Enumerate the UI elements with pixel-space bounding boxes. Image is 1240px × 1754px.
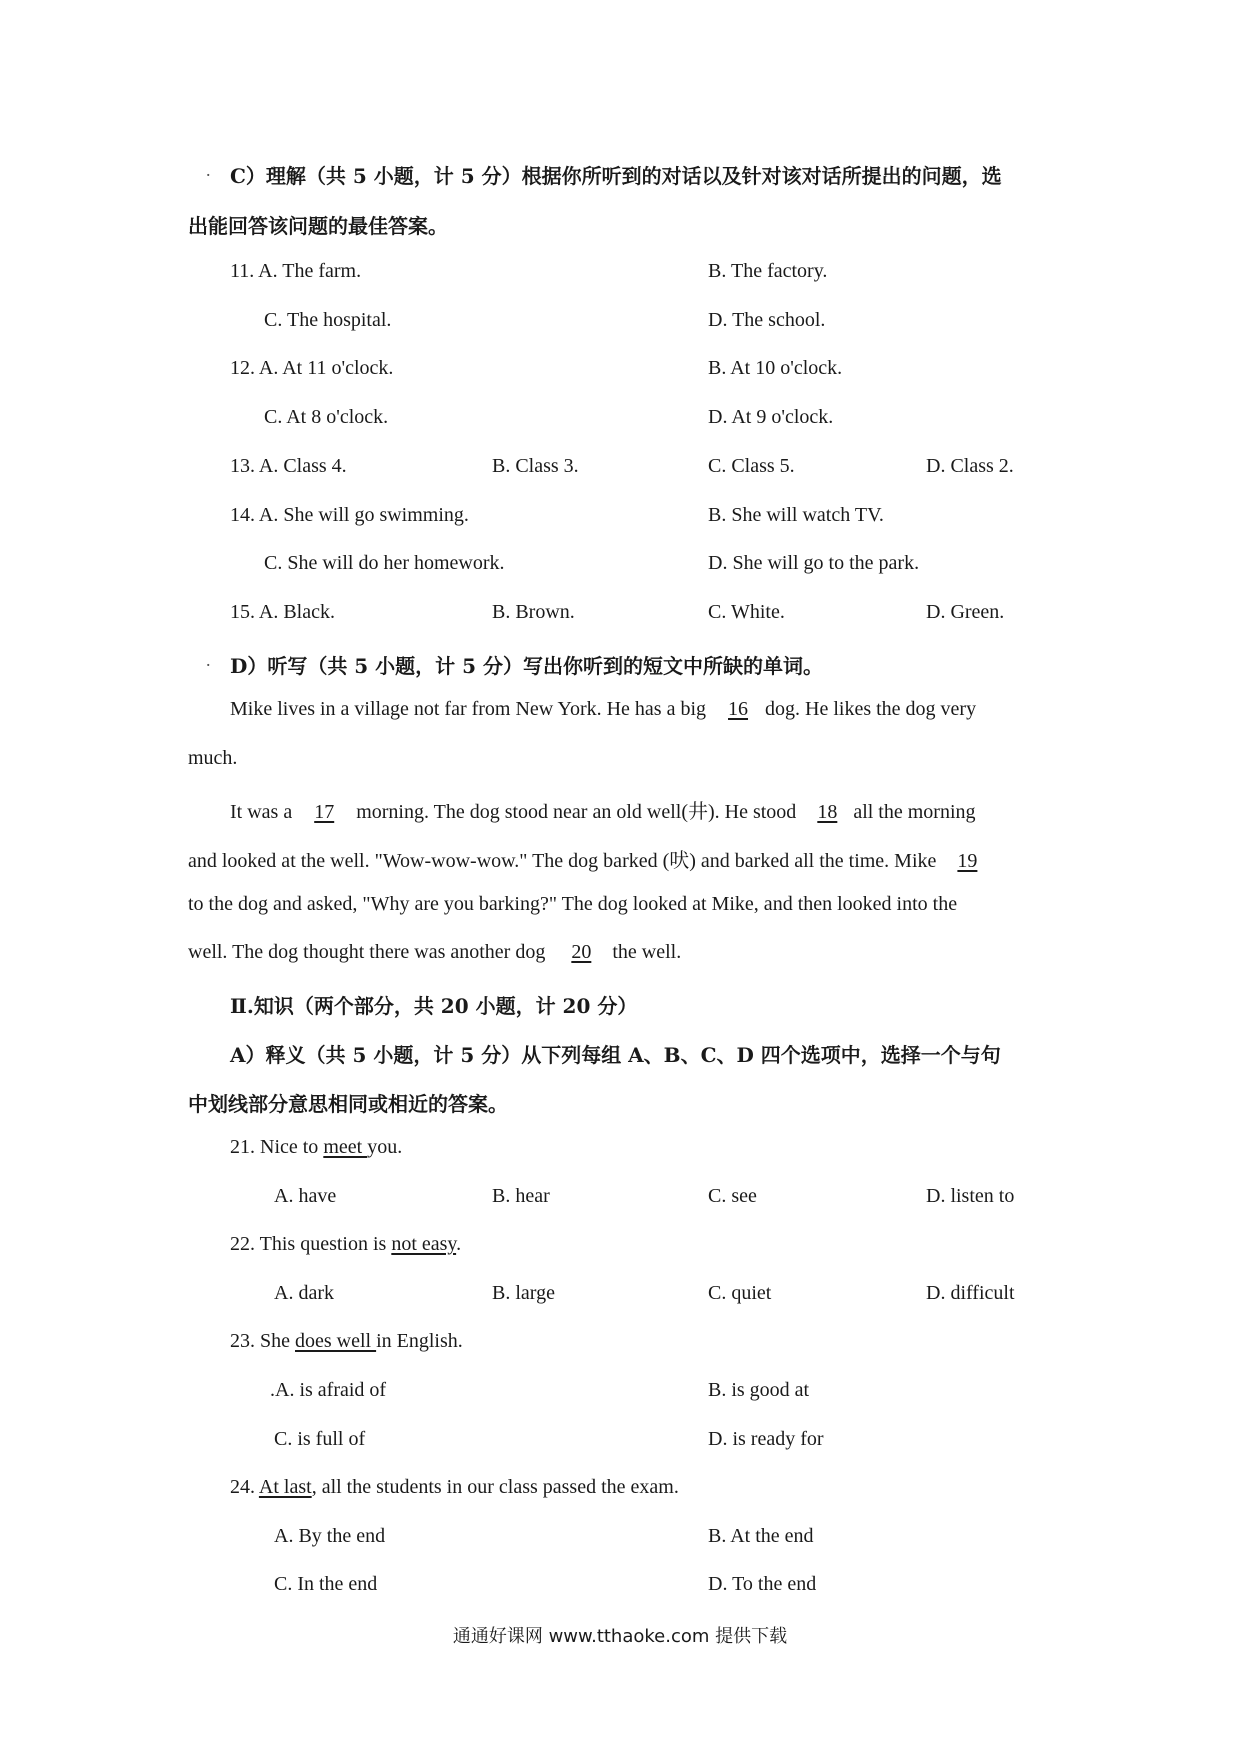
q23-option-d: D. is ready for [708, 1428, 824, 1450]
q22-stem-pre: 22. This question is [230, 1233, 392, 1255]
q22-option-c: C. quiet [708, 1282, 772, 1304]
blank-18[interactable]: 18 [817, 801, 838, 823]
part2-heading: Ⅱ.知识（两个部分，共 20 小题，计 20 分） [230, 994, 638, 1018]
q11-option-c: C. The hospital. [264, 309, 392, 331]
q23-stem-post: in English. [376, 1330, 463, 1352]
passage-text: all the morning [853, 801, 976, 823]
q24-option-d: D. To the end [708, 1573, 817, 1595]
q21-option-a: A. have [274, 1185, 337, 1207]
q23-stem [230, 1330, 463, 1353]
q11-option-b: B. The factory. [708, 260, 828, 282]
passage-line-1 [230, 698, 976, 721]
section-d-heading: D）听写（共 5 小题，计 5 分）写出你听到的短文中所缺的单词。 [230, 654, 824, 678]
q23-option-a: .A. is afraid of [270, 1379, 387, 1401]
q24-stem-post: , all the students in our class passed the exam. [311, 1476, 679, 1498]
q21-option-b: B. hear [492, 1185, 550, 1207]
bullet-dot: . [206, 650, 211, 670]
q21-stem [230, 1136, 402, 1159]
q23-option-b: B. is good at [708, 1379, 810, 1401]
q22-option-d: D. difficult [926, 1282, 1015, 1304]
passage-line-6 [188, 941, 681, 964]
section-c-heading-cont: 出能回答该问题的最佳答案。 [188, 214, 448, 238]
q14-option-d: D. She will go to the park. [708, 552, 920, 574]
q22-stem-post: . [456, 1233, 462, 1255]
blank-16[interactable]: 16 [728, 698, 749, 720]
q24-stem [230, 1476, 679, 1499]
q13-option-d: D. Class 2. [926, 455, 1014, 477]
passage-line-2: much. [188, 747, 238, 769]
q24-underlined: At last [258, 1476, 312, 1498]
q21-option-d: D. listen to [926, 1185, 1015, 1207]
q12-option-d: D. At 9 o'clock. [708, 406, 834, 428]
bullet-dot: . [206, 160, 211, 180]
q12-option-a: 12. A. At 11 o'clock. [230, 357, 394, 379]
q23-option-c: C. is full of [274, 1428, 366, 1450]
passage-text: the well. [612, 941, 682, 963]
q21-stem-post: you. [367, 1136, 403, 1158]
q24-option-b: B. At the end [708, 1525, 814, 1547]
q12-option-c: C. At 8 o'clock. [264, 406, 389, 428]
passage-text: morning. The dog stood near an old well(井). He stood [356, 801, 802, 823]
passage-line-4 [188, 844, 977, 873]
passage-line-3 [230, 795, 976, 824]
q22-stem [230, 1233, 461, 1256]
passage-text: well. The dog thought there was another dog [188, 941, 551, 963]
footer-credit: 通通好课网 www.tthaoke.com 提供下载 [452, 1626, 788, 1647]
q15-option-c: C. White. [708, 601, 785, 623]
passage-text: and looked at the well. "Wow-wow-wow." The dog barked (吠) and barked all the time. Mike [188, 850, 942, 872]
q13-option-b: B. Class 3. [492, 455, 579, 477]
q22-option-b: B. large [492, 1282, 555, 1304]
q11-option-d: D. The school. [708, 309, 826, 331]
q21-option-c: C. see [708, 1185, 757, 1207]
q12-option-b: B. At 10 o'clock. [708, 357, 843, 379]
q14-option-b: B. She will watch TV. [708, 504, 884, 526]
passage-text: dog. He likes the dog very [765, 698, 977, 720]
q15-option-b: B. Brown. [492, 601, 575, 623]
q22-option-a: A. dark [274, 1282, 334, 1304]
q23-underlined: does well [295, 1330, 377, 1352]
q23-stem-pre: 23. She [230, 1330, 295, 1352]
q15-option-d: D. Green. [926, 601, 1005, 623]
q24-stem-pre: 24. [230, 1476, 259, 1498]
blank-19[interactable]: 19 [957, 850, 978, 872]
blank-17[interactable]: 17 [314, 801, 335, 823]
q24-option-c: C. In the end [274, 1573, 378, 1595]
q21-underlined: meet [323, 1136, 368, 1158]
passage-text: Mike lives in a village not far from New York. He has a big [230, 698, 712, 720]
q24-option-a: A. By the end [274, 1525, 386, 1547]
section-c-heading: C）理解（共 5 小题，计 5 分）根据你所听到的对话以及针对该对话所提出的问题，选 [230, 164, 1002, 188]
passage-line-5: to the dog and asked, "Why are you barking?" The dog looked at Mike, and then looked into the [188, 893, 958, 915]
q11-option-a: 11. A. The farm. [230, 260, 362, 282]
q15-option-a: 15. A. Black. [230, 601, 335, 623]
q14-option-a: 14. A. She will go swimming. [230, 504, 469, 526]
q21-stem-pre: 21. Nice to [230, 1136, 324, 1158]
section-a-heading: A）释义（共 5 小题，计 5 分）从下列每组 A、B、C、D 四个选项中，选择一个与句 [230, 1043, 1001, 1067]
q13-option-a: 13. A. Class 4. [230, 455, 347, 477]
q14-option-c: C. She will do her homework. [264, 552, 505, 574]
blank-20[interactable]: 20 [571, 941, 592, 963]
section-a-heading-cont: 中划线部分意思相同或相近的答案。 [188, 1092, 508, 1116]
q22-underlined: not easy [391, 1233, 457, 1255]
passage-text: It was a [230, 801, 293, 823]
q13-option-c: C. Class 5. [708, 455, 795, 477]
